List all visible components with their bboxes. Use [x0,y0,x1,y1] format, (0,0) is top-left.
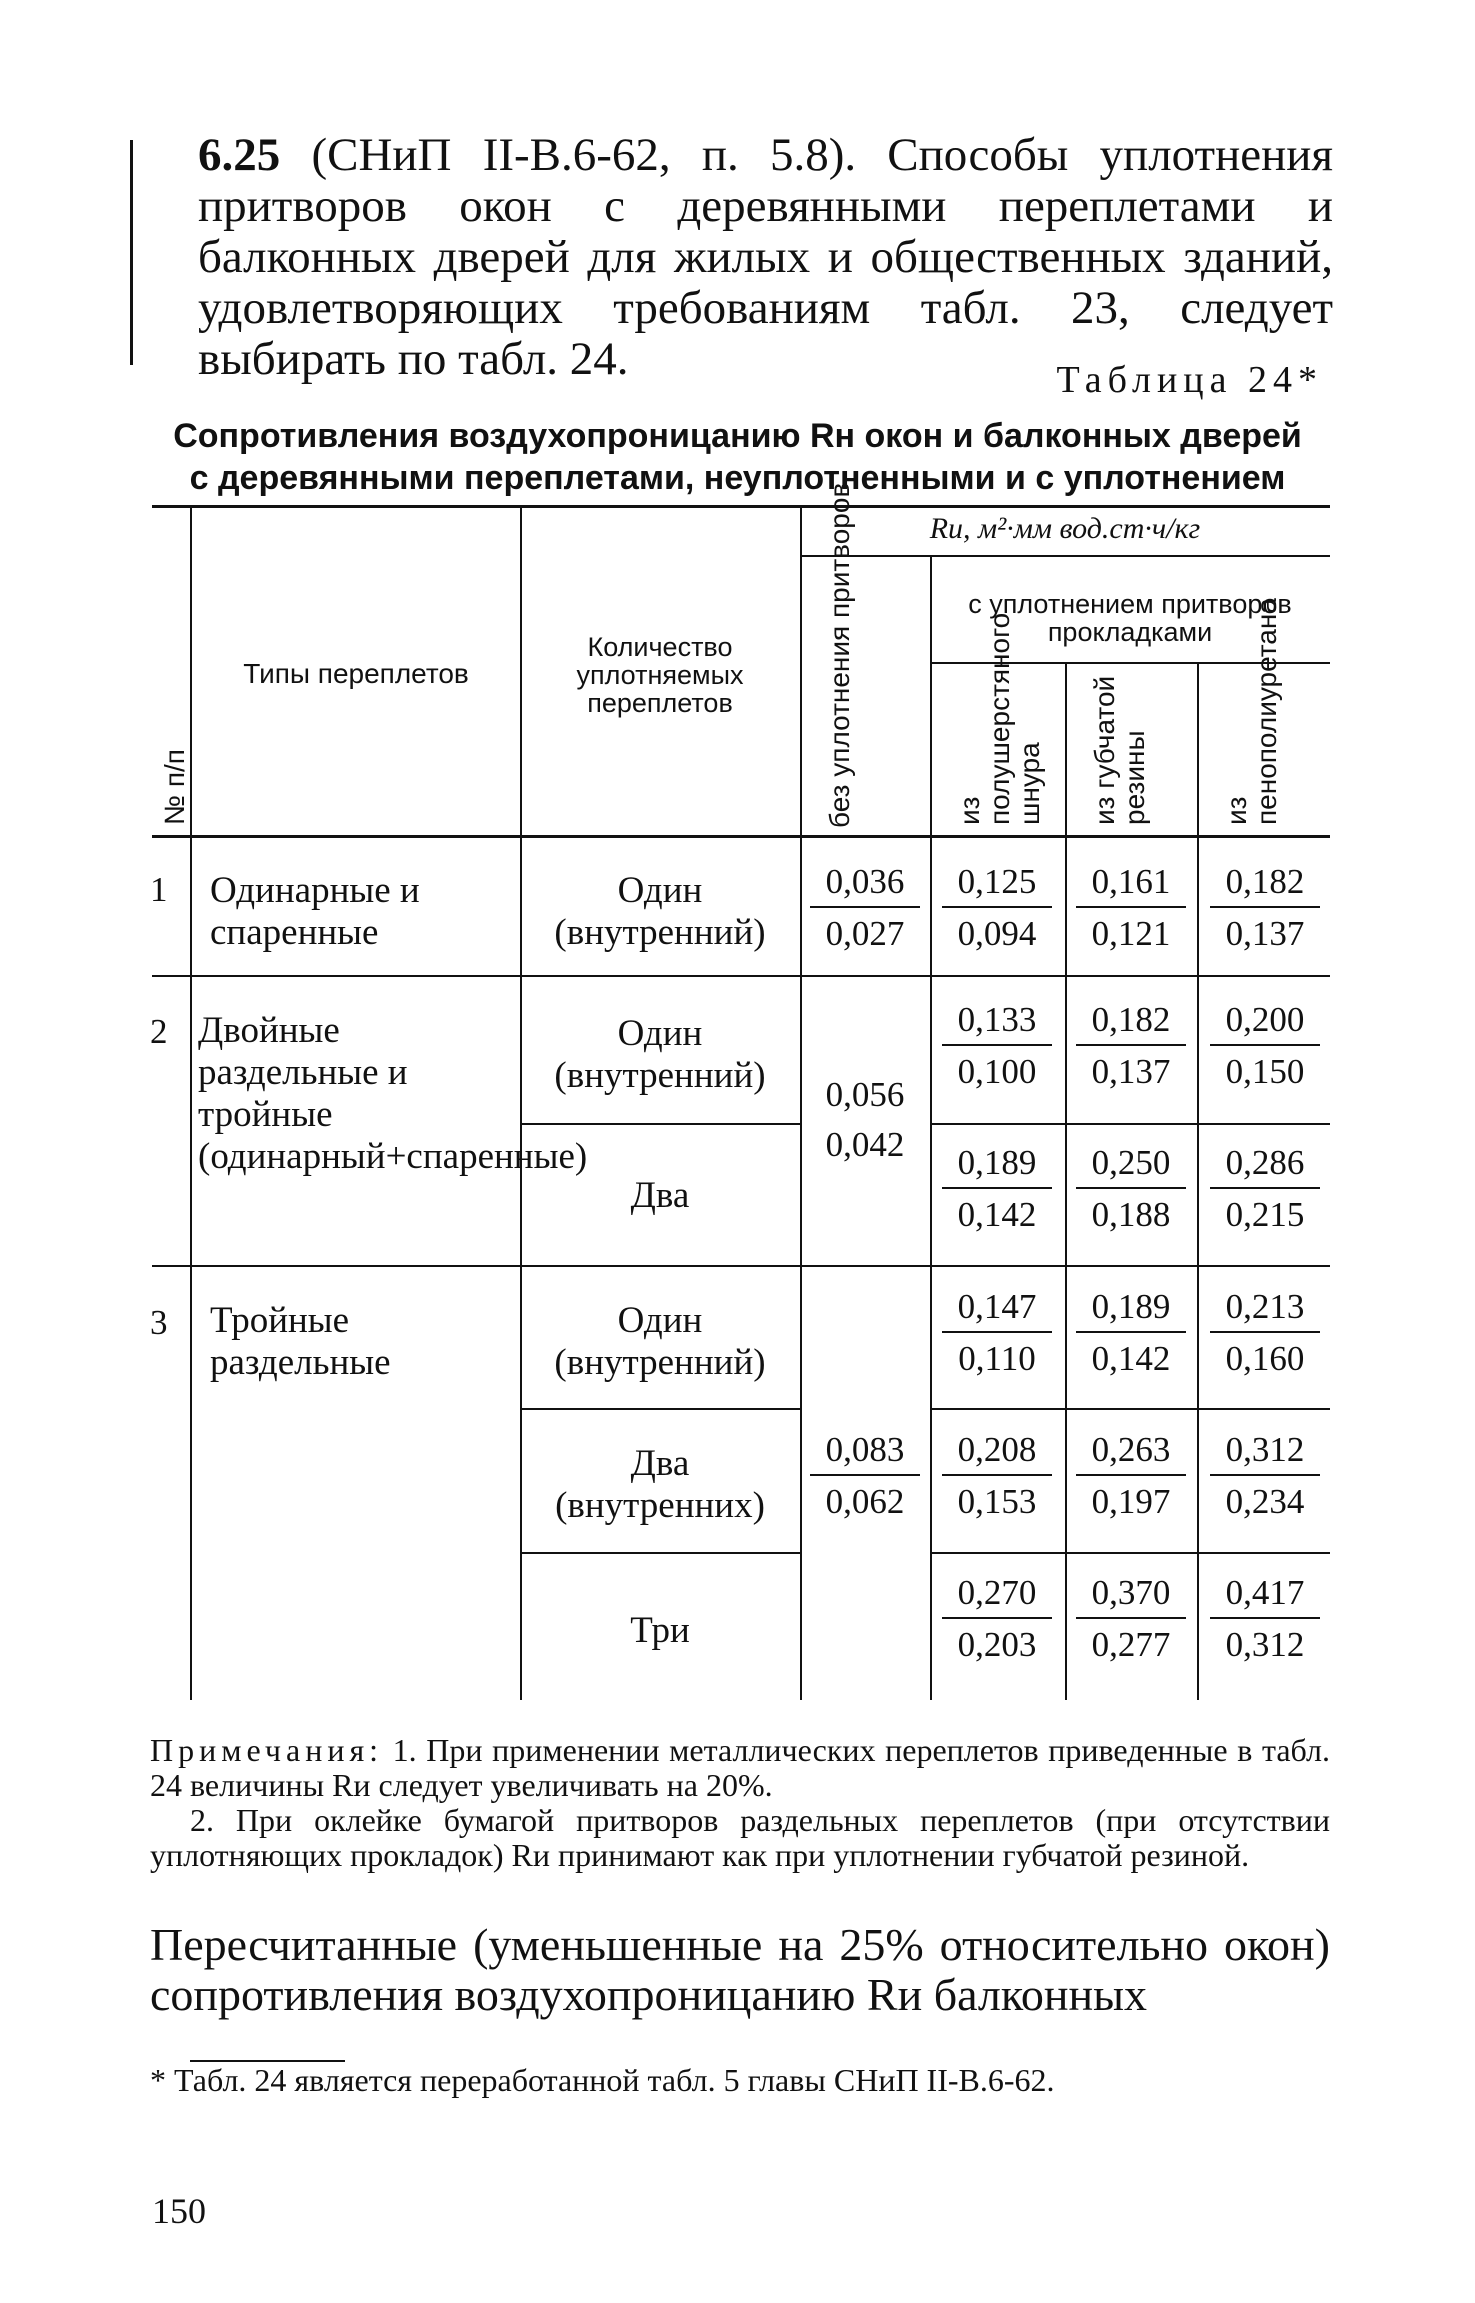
row-2-a-s1-top: 0,133 [942,1000,1052,1046]
table-caption [150,415,1325,499]
row-3-num: 3 [150,1303,168,1342]
row-1-s1 [942,862,1052,954]
row-3-b-s3-bottom: 0,234 [1225,1482,1305,1521]
row-3-a-s3-top: 0,213 [1210,1287,1320,1333]
row-1-num: 1 [150,870,168,909]
row-1-type: Одинарные и спаренные [210,870,420,953]
note-1-text: 1. При применении металлических переплетов приведенные в табл. 24 величины Rи следует увеличивать на 20%. [150,1732,1330,1803]
row-3-a-s1-top: 0,147 [942,1287,1052,1333]
row-2-b-s1-bottom: 0,142 [957,1195,1037,1234]
margin-bar [130,140,133,365]
row-2-b-s3-top: 0,286 [1210,1143,1320,1189]
row-2-none [810,1075,920,1165]
row-3-c-s3-bottom: 0,312 [1225,1625,1305,1664]
row-2-a-s2-bottom: 0,137 [1091,1052,1171,1091]
row-3-c-s3-top: 0,417 [1210,1573,1320,1619]
row-3-a-s1-bottom: 0,110 [958,1339,1036,1378]
row-3-b-s2 [1076,1430,1186,1522]
row-3-c-s1-top: 0,270 [942,1573,1052,1619]
table-notes [150,1733,1330,1873]
header-seal: с уплотнением притворов прокладками [968,589,1292,647]
row-2-b-s1 [942,1143,1052,1235]
intro-number: 6.25 [198,129,281,181]
row-3-count-2: Два (внутренних) [555,1443,765,1526]
intro-paragraph [198,130,1333,385]
row-2-b-s1-top: 0,189 [942,1143,1052,1189]
row-3-none-top: 0,083 [810,1430,920,1476]
row-1-s2-bottom: 0,121 [1091,914,1171,953]
note-2: 2. При оклейке бумагой притворов раздельных переплетов (при отсутствии уплотняющих прокладок) Rи принимают как при уплотнении губчатой резиной. [150,1802,1330,1873]
row-1-s2-top: 0,161 [1076,862,1186,908]
row-2-a-s3-bottom: 0,150 [1225,1052,1305,1091]
row-2-b-s3-bottom: 0,215 [1225,1195,1305,1234]
row-3-count-1: Один (внутренний) [554,1300,766,1383]
row-3-none [810,1430,920,1522]
row-2-count-2: Два [630,1175,690,1216]
row-1-s1-bottom: 0,094 [957,914,1037,953]
header-none: без уплотнения притворов [824,482,855,828]
row-2-a-s1-bottom: 0,100 [957,1052,1037,1091]
row-3-c-s2-bottom: 0,277 [1091,1625,1171,1664]
row-3-c-s1-bottom: 0,203 [957,1625,1037,1664]
row-3-c-s3 [1210,1573,1320,1665]
row-1-none-top: 0,036 [810,862,920,908]
caption-line-1: Сопротивления воздухопроницанию Rн окон и балконных дверей [173,417,1302,455]
header-seal-1: из полушерстяного шнура [954,612,1045,825]
row-3-b-s1-bottom: 0,153 [957,1482,1037,1521]
row-3-type: Тройные раздельные [210,1300,391,1383]
footnote: * Табл. 24 является переработанной табл. 5 главы СНиП II-В.6-62. [150,2062,1055,2098]
header-count: Количество уплотняемых переплетов [576,632,744,718]
row-1-none-bottom: 0,027 [825,914,905,953]
header-type: Типы переплетов [243,658,469,689]
row-3-none-bottom: 0,062 [825,1482,905,1521]
row-3-a-s2 [1076,1287,1186,1379]
row-2-num: 2 [150,1012,168,1051]
table-label: Таблица 24* [1056,359,1323,401]
row-3-b-s2-bottom: 0,197 [1091,1482,1171,1521]
row-2-a-s2-top: 0,182 [1076,1000,1186,1046]
row-2-b-s3 [1210,1143,1320,1235]
row-3-b-s2-top: 0,263 [1076,1430,1186,1476]
row-2-type: Двойные раздельные и тройные (одинарный+спаренные) [198,1010,588,1177]
row-3-a-s2-bottom: 0,142 [1091,1339,1171,1378]
row-1-s1-top: 0,125 [942,862,1052,908]
row-3-a-s3-bottom: 0,160 [1225,1339,1305,1378]
row-1-count-1: Один (внутренний) [554,870,766,953]
note-1 [150,1733,1330,1803]
row-3-a-s2-top: 0,189 [1076,1287,1186,1333]
row-2-a-s2 [1076,1000,1186,1092]
row-2-b-s2-top: 0,250 [1076,1143,1186,1189]
header-num: № п/п [159,749,190,825]
row-2-b-s2-bottom: 0,188 [1091,1195,1171,1234]
header-seal-3: из пенополиуретана [1221,598,1282,825]
row-3-b-s1-top: 0,208 [942,1430,1052,1476]
row-1-s3-bottom: 0,137 [1225,914,1305,953]
row-2-a-s3-top: 0,200 [1210,1000,1320,1046]
row-2-none-top: 0,056 [825,1075,905,1114]
paragraph-2: Пересчитанные (уменьшенные на 25% относительно окон) сопротивления воздухопроницанию Rи балконных [150,1919,1330,2020]
row-2-a-s1 [942,1000,1052,1092]
row-3-b-s1 [942,1430,1052,1522]
row-2-b-s2 [1076,1143,1186,1235]
intro-text: (СНиП II-В.6-62, п. 5.8). Способы уплотнения притворов окон с деревянными переплетами и балконных дверей для жилых и общественных зданий, удовлетворяющих требованиям табл. 23, следует выбирать по табл. 24. [198,129,1333,385]
row-2-none-bottom: 0,042 [825,1125,905,1164]
row-1-s2 [1076,862,1186,954]
header-seal-2: из губчатой резины [1089,675,1150,825]
row-3-b-s3-top: 0,312 [1210,1430,1320,1476]
row-3-c-s2 [1076,1573,1186,1665]
row-1-none [810,862,920,954]
caption-line-2: с деревянными переплетами, неуплотненными и с уплотнением [189,459,1286,497]
row-1-s3 [1210,862,1320,954]
row-3-count-3: Три [630,1610,690,1651]
header-r: Rи, м²·мм вод.ст·ч/кг [929,512,1201,545]
row-3-c-s2-top: 0,370 [1076,1573,1186,1619]
notes-label: Примечания: [150,1732,384,1768]
row-2-count-1: Один (внутренний) [554,1013,766,1096]
row-2-a-s3 [1210,1000,1320,1092]
row-3-c-s1 [942,1573,1052,1665]
row-3-b-s3 [1210,1430,1320,1522]
row-1-s3-top: 0,182 [1210,862,1320,908]
row-3-a-s3 [1210,1287,1320,1379]
row-3-a-s1 [942,1287,1052,1379]
page-number: 150 [152,2191,206,2231]
